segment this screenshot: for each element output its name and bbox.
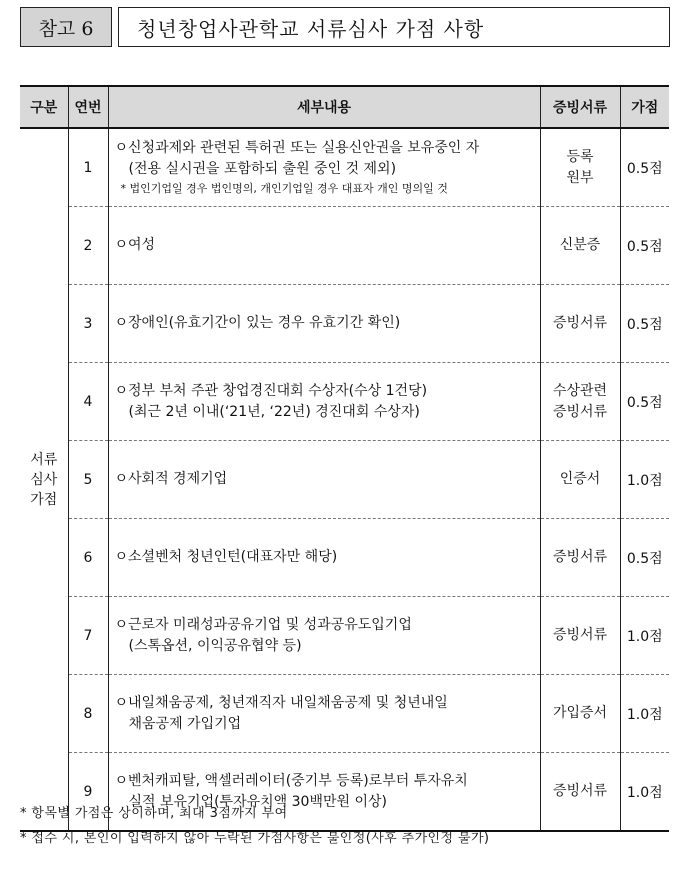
- category-line: 가점: [30, 491, 58, 508]
- row-number: 2: [68, 207, 108, 285]
- row-documents: [540, 597, 620, 675]
- table-row: [20, 207, 669, 285]
- table-row: [20, 441, 669, 519]
- detail-line: (전용 실시권을 포함하되 출원 중인 것 제외): [128, 161, 397, 177]
- table-row: [20, 128, 669, 207]
- detail-line: ㅇ소셜벤처 청년인턴(대표자만 해당): [114, 549, 338, 565]
- row-documents: [540, 207, 620, 285]
- row-documents: [540, 128, 620, 207]
- table-row: [20, 285, 669, 363]
- detail-line: ㅇ신청과제와 관련된 특허권 또는 실용신안권을 보유중인 자: [114, 140, 480, 156]
- footnote-item: * 접수 시, 본인이 입력하지 않아 누락된 가점사항은 불인정(사후 추가인정 불가): [20, 831, 490, 846]
- row-points: 1.0점: [620, 441, 669, 519]
- row-number: 3: [68, 285, 108, 363]
- row-points: 0.5점: [620, 519, 669, 597]
- row-details: [108, 207, 540, 285]
- row-number: 8: [68, 675, 108, 753]
- appendix-tag: 참고 6: [20, 7, 112, 47]
- row-number: 6: [68, 519, 108, 597]
- row-points: 0.5점: [620, 363, 669, 441]
- category-line: 심사: [30, 471, 58, 488]
- document-line: 증빙서류: [552, 403, 608, 420]
- row-points: 1.0점: [620, 675, 669, 753]
- row-documents: [540, 675, 620, 753]
- row-points: 1.0점: [620, 753, 669, 832]
- detail-line: ㅇ사회적 경제기업: [114, 471, 228, 487]
- document-line: 가입증서: [552, 705, 608, 721]
- document-line: 신분증: [559, 237, 601, 253]
- detail-line: 실적 보유기업(투자유치액 30백만원 이상): [128, 793, 387, 810]
- row-number: 5: [68, 441, 108, 519]
- row-number: 1: [68, 128, 108, 207]
- row-points: 0.5점: [620, 128, 669, 207]
- row-number: 7: [68, 597, 108, 675]
- row-details: [108, 675, 540, 753]
- document-line: 증빙서류: [552, 549, 608, 565]
- table-row: [20, 363, 669, 441]
- detail-line: ㅇ여성: [114, 237, 156, 253]
- category-cell: [20, 128, 68, 831]
- row-points: 0.5점: [620, 285, 669, 363]
- page-title: 청년창업사관학교 서류심사 가점 사항: [118, 7, 670, 47]
- document-line: 원부: [566, 169, 594, 186]
- document-line: 수상관련: [552, 382, 608, 399]
- row-details: [108, 363, 540, 441]
- header-category: 구분: [20, 86, 68, 128]
- table-row: [20, 519, 669, 597]
- detail-line: ㅇ정부 부처 주관 창업경진대회 수상자(수상 1건당): [114, 382, 428, 399]
- row-details: [108, 285, 540, 363]
- table-body: [20, 128, 669, 831]
- detail-line: 채움공제 가입기업: [128, 715, 242, 732]
- bonus-points-table: [20, 85, 669, 832]
- document-line: 증빙서류: [552, 783, 608, 799]
- category-line: 서류: [30, 451, 58, 468]
- detail-line: (스톡옵션, 이익공유협약 등): [128, 637, 302, 654]
- title-row: [20, 7, 668, 51]
- row-details: [108, 441, 540, 519]
- table-header-row: [20, 86, 669, 128]
- detail-note: * 법인기업일 경우 법인명의, 개인기업일 경우 대표자 개인 명의일 것: [120, 182, 448, 195]
- document-line: 증빙서류: [552, 315, 608, 331]
- header-documents: 증빙서류: [540, 86, 620, 128]
- row-points: 1.0점: [620, 597, 669, 675]
- row-documents: [540, 441, 620, 519]
- row-documents: [540, 363, 620, 441]
- detail-line: ㅇ장애인(유효기간이 있는 경우 유효기간 확인): [114, 315, 401, 331]
- header-number: 연번: [68, 86, 108, 128]
- row-details: [108, 597, 540, 675]
- table-row: [20, 597, 669, 675]
- row-details: [108, 128, 540, 207]
- row-number: 9: [68, 753, 108, 832]
- detail-line: ㅇ벤처캐피탈, 액셀러레이터(중기부 등록)로부터 투자유치: [114, 772, 468, 789]
- document-line: 인증서: [559, 471, 601, 487]
- detail-line: (최근 2년 이내(‘21년, ‘22년) 경진대회 수상자): [128, 403, 420, 420]
- footnotes: [20, 801, 489, 851]
- detail-line: ㅇ근로자 미래성과공유기업 및 성과공유도입기업: [114, 616, 412, 633]
- row-documents: [540, 753, 620, 832]
- header-points: 가점: [620, 86, 669, 128]
- table-row: [20, 675, 669, 753]
- footnote-item: * 항목별 가점은 상이하며, 최대 3점까지 부여: [20, 806, 288, 821]
- detail-line: ㅇ내일채움공제, 청년재직자 내일채움공제 및 청년내일: [114, 694, 448, 711]
- row-number: 4: [68, 363, 108, 441]
- document-line: 등록: [566, 148, 594, 165]
- row-documents: [540, 285, 620, 363]
- row-documents: [540, 519, 620, 597]
- row-points: 0.5점: [620, 207, 669, 285]
- header-details: 세부내용: [108, 86, 540, 128]
- row-details: [108, 519, 540, 597]
- document-line: 증빙서류: [552, 627, 608, 643]
